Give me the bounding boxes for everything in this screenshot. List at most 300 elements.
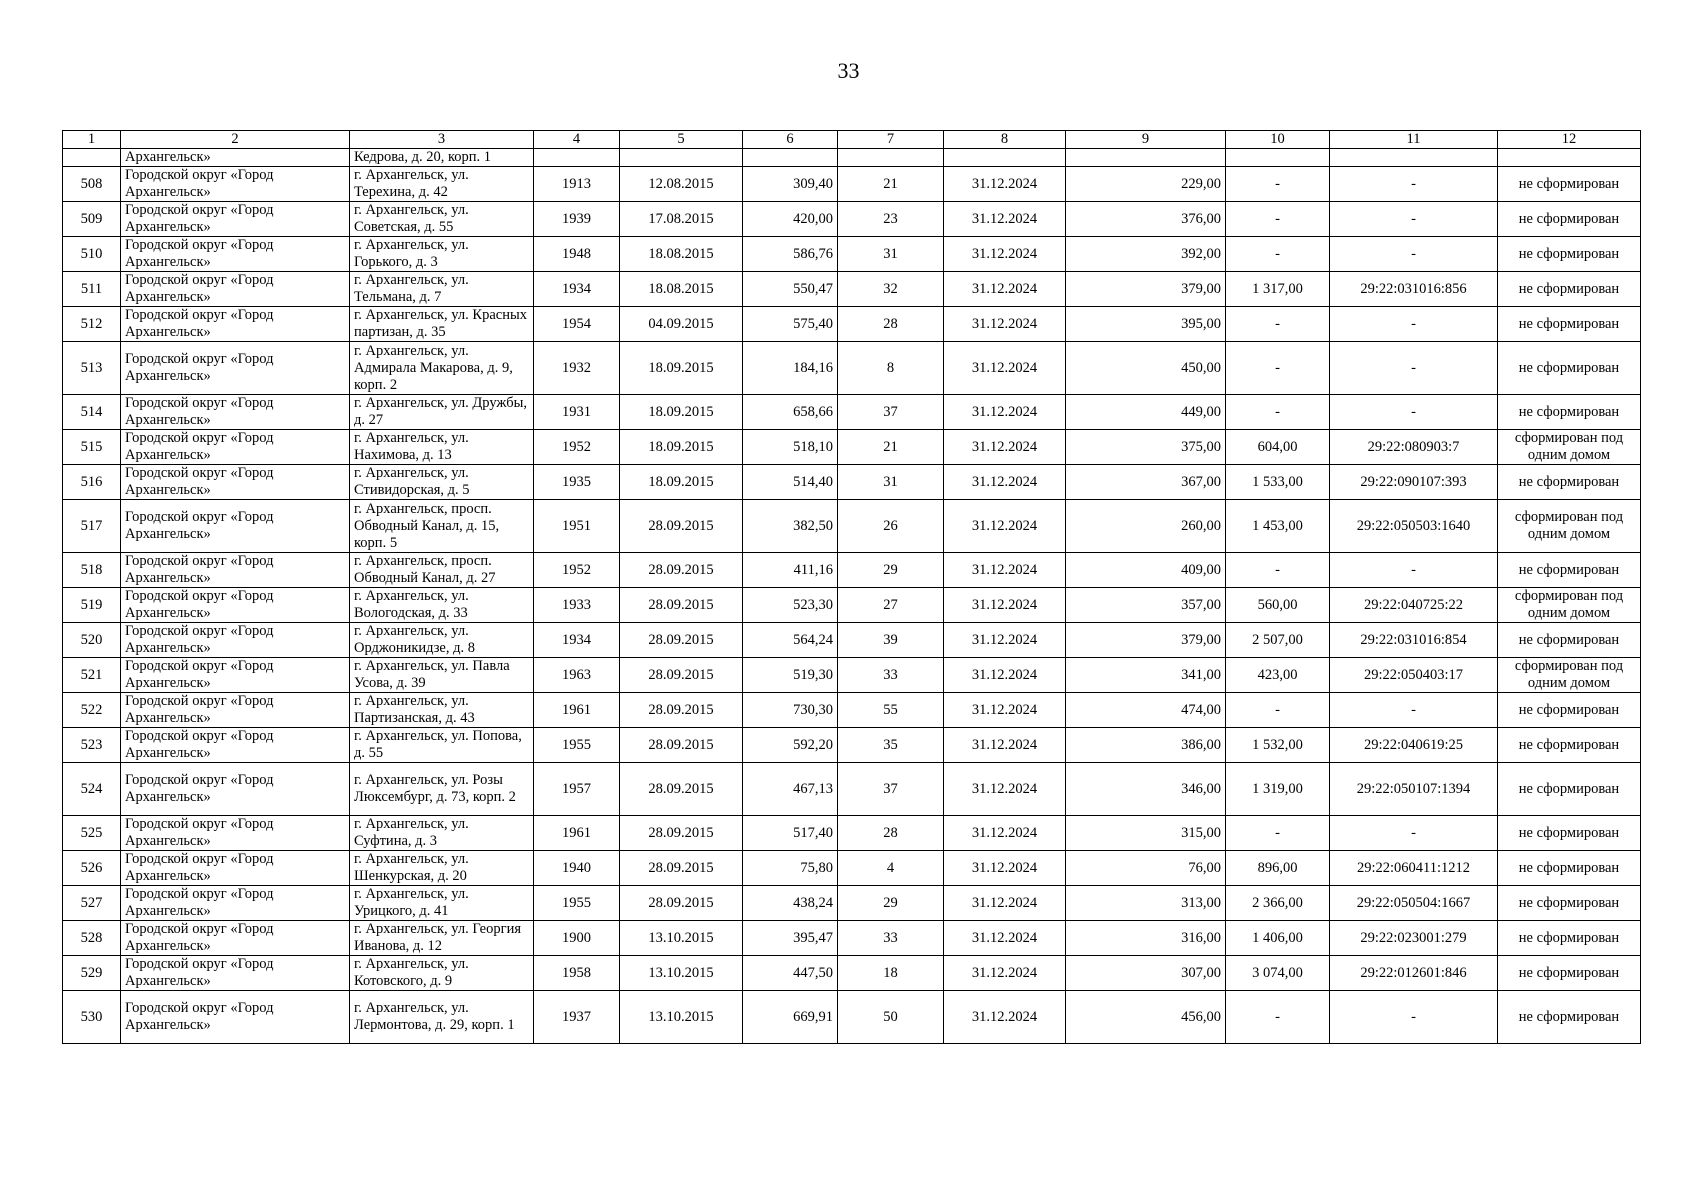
cell-land-status: не сформирован [1498, 395, 1641, 430]
cell-address: г. Архангельск, ул. Советская, д. 55 [350, 202, 534, 237]
cell-num: 511 [63, 272, 121, 307]
cell-land-area: 3 074,00 [1226, 956, 1330, 991]
cell-residents: 31 [838, 237, 944, 272]
cell-area: 658,66 [743, 395, 838, 430]
cell-land-status: сформирован под одним домом [1498, 500, 1641, 553]
cell-deadline: 31.12.2024 [944, 395, 1066, 430]
cell-cadastral-number: - [1330, 167, 1498, 202]
cell-deadline: 31.12.2024 [944, 921, 1066, 956]
cell-deadline: 31.12.2024 [944, 623, 1066, 658]
cell-num: 509 [63, 202, 121, 237]
column-number-2: 2 [121, 131, 350, 149]
cell-land-area: - [1226, 167, 1330, 202]
column-numbers-row [63, 131, 1641, 149]
cell-municipality: Городской округ «Город Архангельск» [121, 991, 350, 1044]
cell-area: 523,30 [743, 588, 838, 623]
cell-land-area: - [1226, 307, 1330, 342]
cell-area-resettled: 346,00 [1066, 763, 1226, 816]
cell-area-resettled: 341,00 [1066, 658, 1226, 693]
cell-year: 1951 [534, 500, 620, 553]
cell-municipality: Городской округ «Город Архангельск» [121, 956, 350, 991]
cell-residents: 35 [838, 728, 944, 763]
cell-residents: 21 [838, 430, 944, 465]
cell-area: 586,76 [743, 237, 838, 272]
cell-municipality: Городской округ «Город Архангельск» [121, 342, 350, 395]
cell-deadline: 31.12.2024 [944, 342, 1066, 395]
cell-area: 517,40 [743, 816, 838, 851]
column-number-10: 10 [1226, 131, 1330, 149]
cell-municipality: Городской округ «Город Архангельск» [121, 553, 350, 588]
cell-municipality: Городской округ «Город Архангельск» [121, 202, 350, 237]
cell-land-status: не сформирован [1498, 553, 1641, 588]
cell-cadastral-number: 29:22:080903:7 [1330, 430, 1498, 465]
cell-year: 1961 [534, 816, 620, 851]
table-row [63, 500, 1641, 553]
cell-land-area: 1 406,00 [1226, 921, 1330, 956]
column-number-3: 3 [350, 131, 534, 149]
cell-address: г. Архангельск, ул. Розы Люксембург, д. 73, корп. 2 [350, 763, 534, 816]
cell-address: г. Архангельск, ул. Павла Усова, д. 39 [350, 658, 534, 693]
cell-num: 520 [63, 623, 121, 658]
table-row [63, 763, 1641, 816]
cell-area-resettled: 76,00 [1066, 851, 1226, 886]
column-number-4: 4 [534, 131, 620, 149]
cell-land-area: - [1226, 202, 1330, 237]
cell-land-status: не сформирован [1498, 272, 1641, 307]
table-row [63, 588, 1641, 623]
cell-land-status: не сформирован [1498, 623, 1641, 658]
cell-area-resettled: 379,00 [1066, 272, 1226, 307]
cell-num: 510 [63, 237, 121, 272]
cell-land-area: 1 317,00 [1226, 272, 1330, 307]
cell-area-resettled: 409,00 [1066, 553, 1226, 588]
cell-deadline: 31.12.2024 [944, 167, 1066, 202]
cell-municipality: Городской округ «Город Архангельск» [121, 272, 350, 307]
cell-date: 28.09.2015 [620, 851, 743, 886]
cell-num: 513 [63, 342, 121, 395]
cell-residents: 37 [838, 395, 944, 430]
cell-cadastral-number: 29:22:023001:279 [1330, 921, 1498, 956]
table-row [63, 886, 1641, 921]
cell-area-resettled: 229,00 [1066, 167, 1226, 202]
cell-land-area: - [1226, 237, 1330, 272]
cell-area-resettled: 313,00 [1066, 886, 1226, 921]
cell-area: 467,13 [743, 763, 838, 816]
cell-num: 518 [63, 553, 121, 588]
cell-num: 528 [63, 921, 121, 956]
cell-date: 28.09.2015 [620, 658, 743, 693]
cell-year: 1934 [534, 623, 620, 658]
cell-municipality: Городской округ «Город Архангельск» [121, 816, 350, 851]
cell-num: 521 [63, 658, 121, 693]
cell-cadastral-number: 29:22:031016:854 [1330, 623, 1498, 658]
cell-land-area: 1 319,00 [1226, 763, 1330, 816]
cell-area: 550,47 [743, 272, 838, 307]
cell-year: 1935 [534, 465, 620, 500]
cell-area-resettled: 315,00 [1066, 816, 1226, 851]
table-row [63, 307, 1641, 342]
cell-cadastral-number: 29:22:050107:1394 [1330, 763, 1498, 816]
cell-num: 512 [63, 307, 121, 342]
cell-municipality: Городской округ «Город Архангельск» [121, 465, 350, 500]
cell-residents: 23 [838, 202, 944, 237]
cell-num: 515 [63, 430, 121, 465]
cell-land-area: - [1226, 991, 1330, 1044]
cell-num: 529 [63, 956, 121, 991]
cell-cadastral-number: - [1330, 237, 1498, 272]
cell-cadastral-number: 29:22:031016:856 [1330, 272, 1498, 307]
cell-address: г. Архангельск, просп. Обводный Канал, д. 27 [350, 553, 534, 588]
cell-address: г. Архангельск, ул. Тельмана, д. 7 [350, 272, 534, 307]
cell-date: 18.09.2015 [620, 395, 743, 430]
cell-area-resettled: 395,00 [1066, 307, 1226, 342]
cell-deadline: 31.12.2024 [944, 500, 1066, 553]
cell-area-resettled: 450,00 [1066, 342, 1226, 395]
cell-year: 1940 [534, 851, 620, 886]
cell-residents: 50 [838, 991, 944, 1044]
cell-area-resettled: 316,00 [1066, 921, 1226, 956]
cell-cadastral-number: - [1330, 991, 1498, 1044]
cell-municipality: Городской округ «Город Архангельск» [121, 623, 350, 658]
cell-address: г. Архангельск, ул. Вологодская, д. 33 [350, 588, 534, 623]
cell-land-area: 896,00 [1226, 851, 1330, 886]
cell-year: 1939 [534, 202, 620, 237]
cell-deadline: 31.12.2024 [944, 763, 1066, 816]
cell-year: 1931 [534, 395, 620, 430]
cell-year: 1933 [534, 588, 620, 623]
cell-residents: 28 [838, 816, 944, 851]
cell-municipality: Архангельск» [121, 149, 350, 167]
cell-cadastral-number: 29:22:050503:1640 [1330, 500, 1498, 553]
table-row [63, 623, 1641, 658]
cell-land-status: сформирован под одним домом [1498, 588, 1641, 623]
cell-cadastral-number: - [1330, 202, 1498, 237]
cell-date: 28.09.2015 [620, 623, 743, 658]
cell-municipality: Городской округ «Город Архангельск» [121, 500, 350, 553]
cell-date: 18.08.2015 [620, 272, 743, 307]
cell-num: 526 [63, 851, 121, 886]
cell-date: 13.10.2015 [620, 991, 743, 1044]
cell-land-area: 2 366,00 [1226, 886, 1330, 921]
cell-address: г. Архангельск, ул. Адмирала Макарова, д. 9, корп. 2 [350, 342, 534, 395]
table-row [63, 553, 1641, 588]
cell-residents: 18 [838, 956, 944, 991]
housing-registry-table [62, 130, 1641, 1044]
cell-date: 28.09.2015 [620, 693, 743, 728]
cell-area: 592,20 [743, 728, 838, 763]
cell-residents: 33 [838, 658, 944, 693]
cell-land-area: 2 507,00 [1226, 623, 1330, 658]
cell-date: 13.10.2015 [620, 921, 743, 956]
cell-num: 508 [63, 167, 121, 202]
cell-cadastral-number: 29:22:040725:22 [1330, 588, 1498, 623]
cell-land-status: не сформирован [1498, 956, 1641, 991]
cell-year: 1952 [534, 553, 620, 588]
cell-area-resettled: 456,00 [1066, 991, 1226, 1044]
cell-area-resettled: 357,00 [1066, 588, 1226, 623]
cell-land-status: не сформирован [1498, 816, 1641, 851]
cell-deadline: 31.12.2024 [944, 886, 1066, 921]
cell-date: 13.10.2015 [620, 956, 743, 991]
cell-area: 309,40 [743, 167, 838, 202]
cell-address: г. Архангельск, ул. Котовского, д. 9 [350, 956, 534, 991]
cell-area-resettled: 375,00 [1066, 430, 1226, 465]
cell-land-status: не сформирован [1498, 693, 1641, 728]
cell-address: г. Архангельск, ул. Шенкурская, д. 20 [350, 851, 534, 886]
cell-residents: 32 [838, 272, 944, 307]
cell-date: 18.09.2015 [620, 342, 743, 395]
cell-deadline: 31.12.2024 [944, 307, 1066, 342]
cell-deadline: 31.12.2024 [944, 693, 1066, 728]
cell-land-area: - [1226, 395, 1330, 430]
cell-residents: 26 [838, 500, 944, 553]
cell-area-resettled: 376,00 [1066, 202, 1226, 237]
cell-municipality: Городской округ «Город Архангельск» [121, 693, 350, 728]
column-number-1: 1 [63, 131, 121, 149]
cell-area: 75,80 [743, 851, 838, 886]
cell-municipality: Городской округ «Город Архангельск» [121, 237, 350, 272]
cell-land-area: - [1226, 693, 1330, 728]
cell-date: 18.08.2015 [620, 237, 743, 272]
cell-residents: 21 [838, 167, 944, 202]
cell-land-status: не сформирован [1498, 307, 1641, 342]
cell-year: 1955 [534, 728, 620, 763]
cell-cadastral-number: 29:22:040619:25 [1330, 728, 1498, 763]
cell-municipality: Городской округ «Город Архангельск» [121, 588, 350, 623]
cell-area-resettled: 379,00 [1066, 623, 1226, 658]
table-row [63, 272, 1641, 307]
cell-land-area: - [1226, 816, 1330, 851]
cell-year: 1900 [534, 921, 620, 956]
cell-num: 525 [63, 816, 121, 851]
cell-area: 730,30 [743, 693, 838, 728]
table-row [63, 693, 1641, 728]
cell-land-status: не сформирован [1498, 167, 1641, 202]
cell-year: 1955 [534, 886, 620, 921]
table-row-continuation [63, 149, 1641, 167]
column-number-5: 5 [620, 131, 743, 149]
cell-land-status: сформирован под одним домом [1498, 658, 1641, 693]
cell-year: 1932 [534, 342, 620, 395]
cell-land-status: не сформирован [1498, 921, 1641, 956]
cell-address: г. Архангельск, просп. Обводный Канал, д. 15, корп. 5 [350, 500, 534, 553]
cell-municipality: Городской округ «Город Архангельск» [121, 851, 350, 886]
cell-municipality: Городской округ «Город Архангельск» [121, 307, 350, 342]
cell-land-status: не сформирован [1498, 851, 1641, 886]
cell-municipality: Городской округ «Город Архангельск» [121, 430, 350, 465]
cell-cadastral-number: 29:22:050403:17 [1330, 658, 1498, 693]
cell-num: 522 [63, 693, 121, 728]
cell-land-area: 604,00 [1226, 430, 1330, 465]
cell-address: г. Архангельск, ул. Партизанская, д. 43 [350, 693, 534, 728]
cell-address: г. Архангельск, ул. Стивидорская, д. 5 [350, 465, 534, 500]
cell-deadline: 31.12.2024 [944, 956, 1066, 991]
cell-date: 18.09.2015 [620, 430, 743, 465]
cell-address: г. Архангельск, ул. Георгия Иванова, д. 12 [350, 921, 534, 956]
cell-num: 524 [63, 763, 121, 816]
cell-land-area: - [1226, 553, 1330, 588]
cell-municipality: Городской округ «Город Архангельск» [121, 395, 350, 430]
cell-land-area: 1 453,00 [1226, 500, 1330, 553]
cell-residents: 4 [838, 851, 944, 886]
cell-cadastral-number: - [1330, 342, 1498, 395]
cell-land-area: 423,00 [1226, 658, 1330, 693]
cell-land-area: - [1226, 342, 1330, 395]
cell-date: 28.09.2015 [620, 588, 743, 623]
cell-address: г. Архангельск, ул. Орджоникидзе, д. 8 [350, 623, 534, 658]
cell-area: 411,16 [743, 553, 838, 588]
page-number: 33 [837, 58, 860, 83]
cell-num: 514 [63, 395, 121, 430]
cell-area: 519,30 [743, 658, 838, 693]
table-row [63, 658, 1641, 693]
cell-residents: 27 [838, 588, 944, 623]
cell-date: 17.08.2015 [620, 202, 743, 237]
cell-year: 1937 [534, 991, 620, 1044]
table-row [63, 465, 1641, 500]
cell-address: г. Архангельск, ул. Суфтина, д. 3 [350, 816, 534, 851]
cell-land-status: не сформирован [1498, 342, 1641, 395]
cell-year: 1948 [534, 237, 620, 272]
table-row [63, 851, 1641, 886]
cell-deadline: 31.12.2024 [944, 202, 1066, 237]
cell-area: 184,16 [743, 342, 838, 395]
cell-address: г. Архангельск, ул. Попова, д. 55 [350, 728, 534, 763]
cell-deadline: 31.12.2024 [944, 237, 1066, 272]
table-row [63, 430, 1641, 465]
cell-area: 382,50 [743, 500, 838, 553]
cell-residents: 29 [838, 886, 944, 921]
cell-deadline: 31.12.2024 [944, 588, 1066, 623]
cell-cadastral-number: - [1330, 307, 1498, 342]
cell-date: 28.09.2015 [620, 763, 743, 816]
cell-land-area: 1 532,00 [1226, 728, 1330, 763]
cell-cadastral-number: 29:22:012601:846 [1330, 956, 1498, 991]
cell-deadline: 31.12.2024 [944, 272, 1066, 307]
column-number-6: 6 [743, 131, 838, 149]
cell-cadastral-number: - [1330, 395, 1498, 430]
cell-residents: 31 [838, 465, 944, 500]
cell-municipality: Городской округ «Город Архангельск» [121, 658, 350, 693]
table-row [63, 816, 1641, 851]
cell-date: 18.09.2015 [620, 465, 743, 500]
cell-num [63, 149, 121, 167]
cell-residents: 39 [838, 623, 944, 658]
table-row [63, 342, 1641, 395]
cell-land-status: не сформирован [1498, 763, 1641, 816]
table-row [63, 921, 1641, 956]
table-body [63, 149, 1641, 1044]
cell-land-status: не сформирован [1498, 991, 1641, 1044]
cell-date: 12.08.2015 [620, 167, 743, 202]
cell-address: г. Архангельск, ул. Терехина, д. 42 [350, 167, 534, 202]
cell-municipality: Городской округ «Город Архангельск» [121, 728, 350, 763]
cell-residents: 37 [838, 763, 944, 816]
cell-area-resettled: 474,00 [1066, 693, 1226, 728]
cell-deadline: 31.12.2024 [944, 728, 1066, 763]
cell-land-status: не сформирован [1498, 728, 1641, 763]
cell-land-area: 560,00 [1226, 588, 1330, 623]
cell-cadastral-number: 29:22:060411:1212 [1330, 851, 1498, 886]
cell-area: 514,40 [743, 465, 838, 500]
cell-area-resettled: 386,00 [1066, 728, 1226, 763]
cell-municipality: Городской округ «Город Архангельск» [121, 886, 350, 921]
cell-num: 527 [63, 886, 121, 921]
cell-area-resettled: 392,00 [1066, 237, 1226, 272]
cell-land-status: не сформирован [1498, 886, 1641, 921]
cell-deadline: 31.12.2024 [944, 991, 1066, 1044]
cell-year: 1963 [534, 658, 620, 693]
cell-date: 28.09.2015 [620, 886, 743, 921]
cell-num: 519 [63, 588, 121, 623]
cell-residents: 8 [838, 342, 944, 395]
cell-area: 575,40 [743, 307, 838, 342]
column-number-7: 7 [838, 131, 944, 149]
cell-municipality: Городской округ «Город Архангельск» [121, 167, 350, 202]
cell-address: г. Архангельск, ул. Дружбы, д. 27 [350, 395, 534, 430]
cell-date: 28.09.2015 [620, 816, 743, 851]
cell-date: 04.09.2015 [620, 307, 743, 342]
table-row [63, 167, 1641, 202]
column-number-8: 8 [944, 131, 1066, 149]
cell-cadastral-number: 29:22:090107:393 [1330, 465, 1498, 500]
cell-cadastral-number: - [1330, 693, 1498, 728]
cell-area-resettled: 449,00 [1066, 395, 1226, 430]
cell-num: 516 [63, 465, 121, 500]
table-row [63, 956, 1641, 991]
cell-area: 395,47 [743, 921, 838, 956]
cell-deadline: 31.12.2024 [944, 553, 1066, 588]
cell-year: 1957 [534, 763, 620, 816]
cell-deadline: 31.12.2024 [944, 658, 1066, 693]
cell-year: 1958 [534, 956, 620, 991]
cell-area: 564,24 [743, 623, 838, 658]
column-number-9: 9 [1066, 131, 1226, 149]
cell-deadline: 31.12.2024 [944, 851, 1066, 886]
column-number-12: 12 [1498, 131, 1641, 149]
cell-land-status: не сформирован [1498, 237, 1641, 272]
cell-address: Кедрова, д. 20, корп. 1 [350, 149, 534, 167]
cell-cadastral-number: - [1330, 553, 1498, 588]
cell-land-status: не сформирован [1498, 465, 1641, 500]
cell-area: 518,10 [743, 430, 838, 465]
cell-area-resettled: 367,00 [1066, 465, 1226, 500]
cell-address: г. Архангельск, ул. Горького, д. 3 [350, 237, 534, 272]
cell-land-status: не сформирован [1498, 202, 1641, 237]
cell-land-status: сформирован под одним домом [1498, 430, 1641, 465]
cell-area: 447,50 [743, 956, 838, 991]
cell-residents: 29 [838, 553, 944, 588]
cell-address: г. Архангельск, ул. Красных партизан, д. 35 [350, 307, 534, 342]
cell-cadastral-number: - [1330, 816, 1498, 851]
cell-cadastral-number: 29:22:050504:1667 [1330, 886, 1498, 921]
cell-num: 523 [63, 728, 121, 763]
cell-deadline: 31.12.2024 [944, 816, 1066, 851]
table-row [63, 395, 1641, 430]
cell-area: 438,24 [743, 886, 838, 921]
cell-area-resettled: 260,00 [1066, 500, 1226, 553]
cell-address: г. Архангельск, ул. Нахимова, д. 13 [350, 430, 534, 465]
table-row [63, 728, 1641, 763]
cell-year: 1934 [534, 272, 620, 307]
cell-residents: 55 [838, 693, 944, 728]
cell-deadline: 31.12.2024 [944, 465, 1066, 500]
cell-residents: 33 [838, 921, 944, 956]
column-number-11: 11 [1330, 131, 1498, 149]
table-row [63, 237, 1641, 272]
cell-municipality: Городской округ «Город Архангельск» [121, 763, 350, 816]
cell-date: 28.09.2015 [620, 500, 743, 553]
